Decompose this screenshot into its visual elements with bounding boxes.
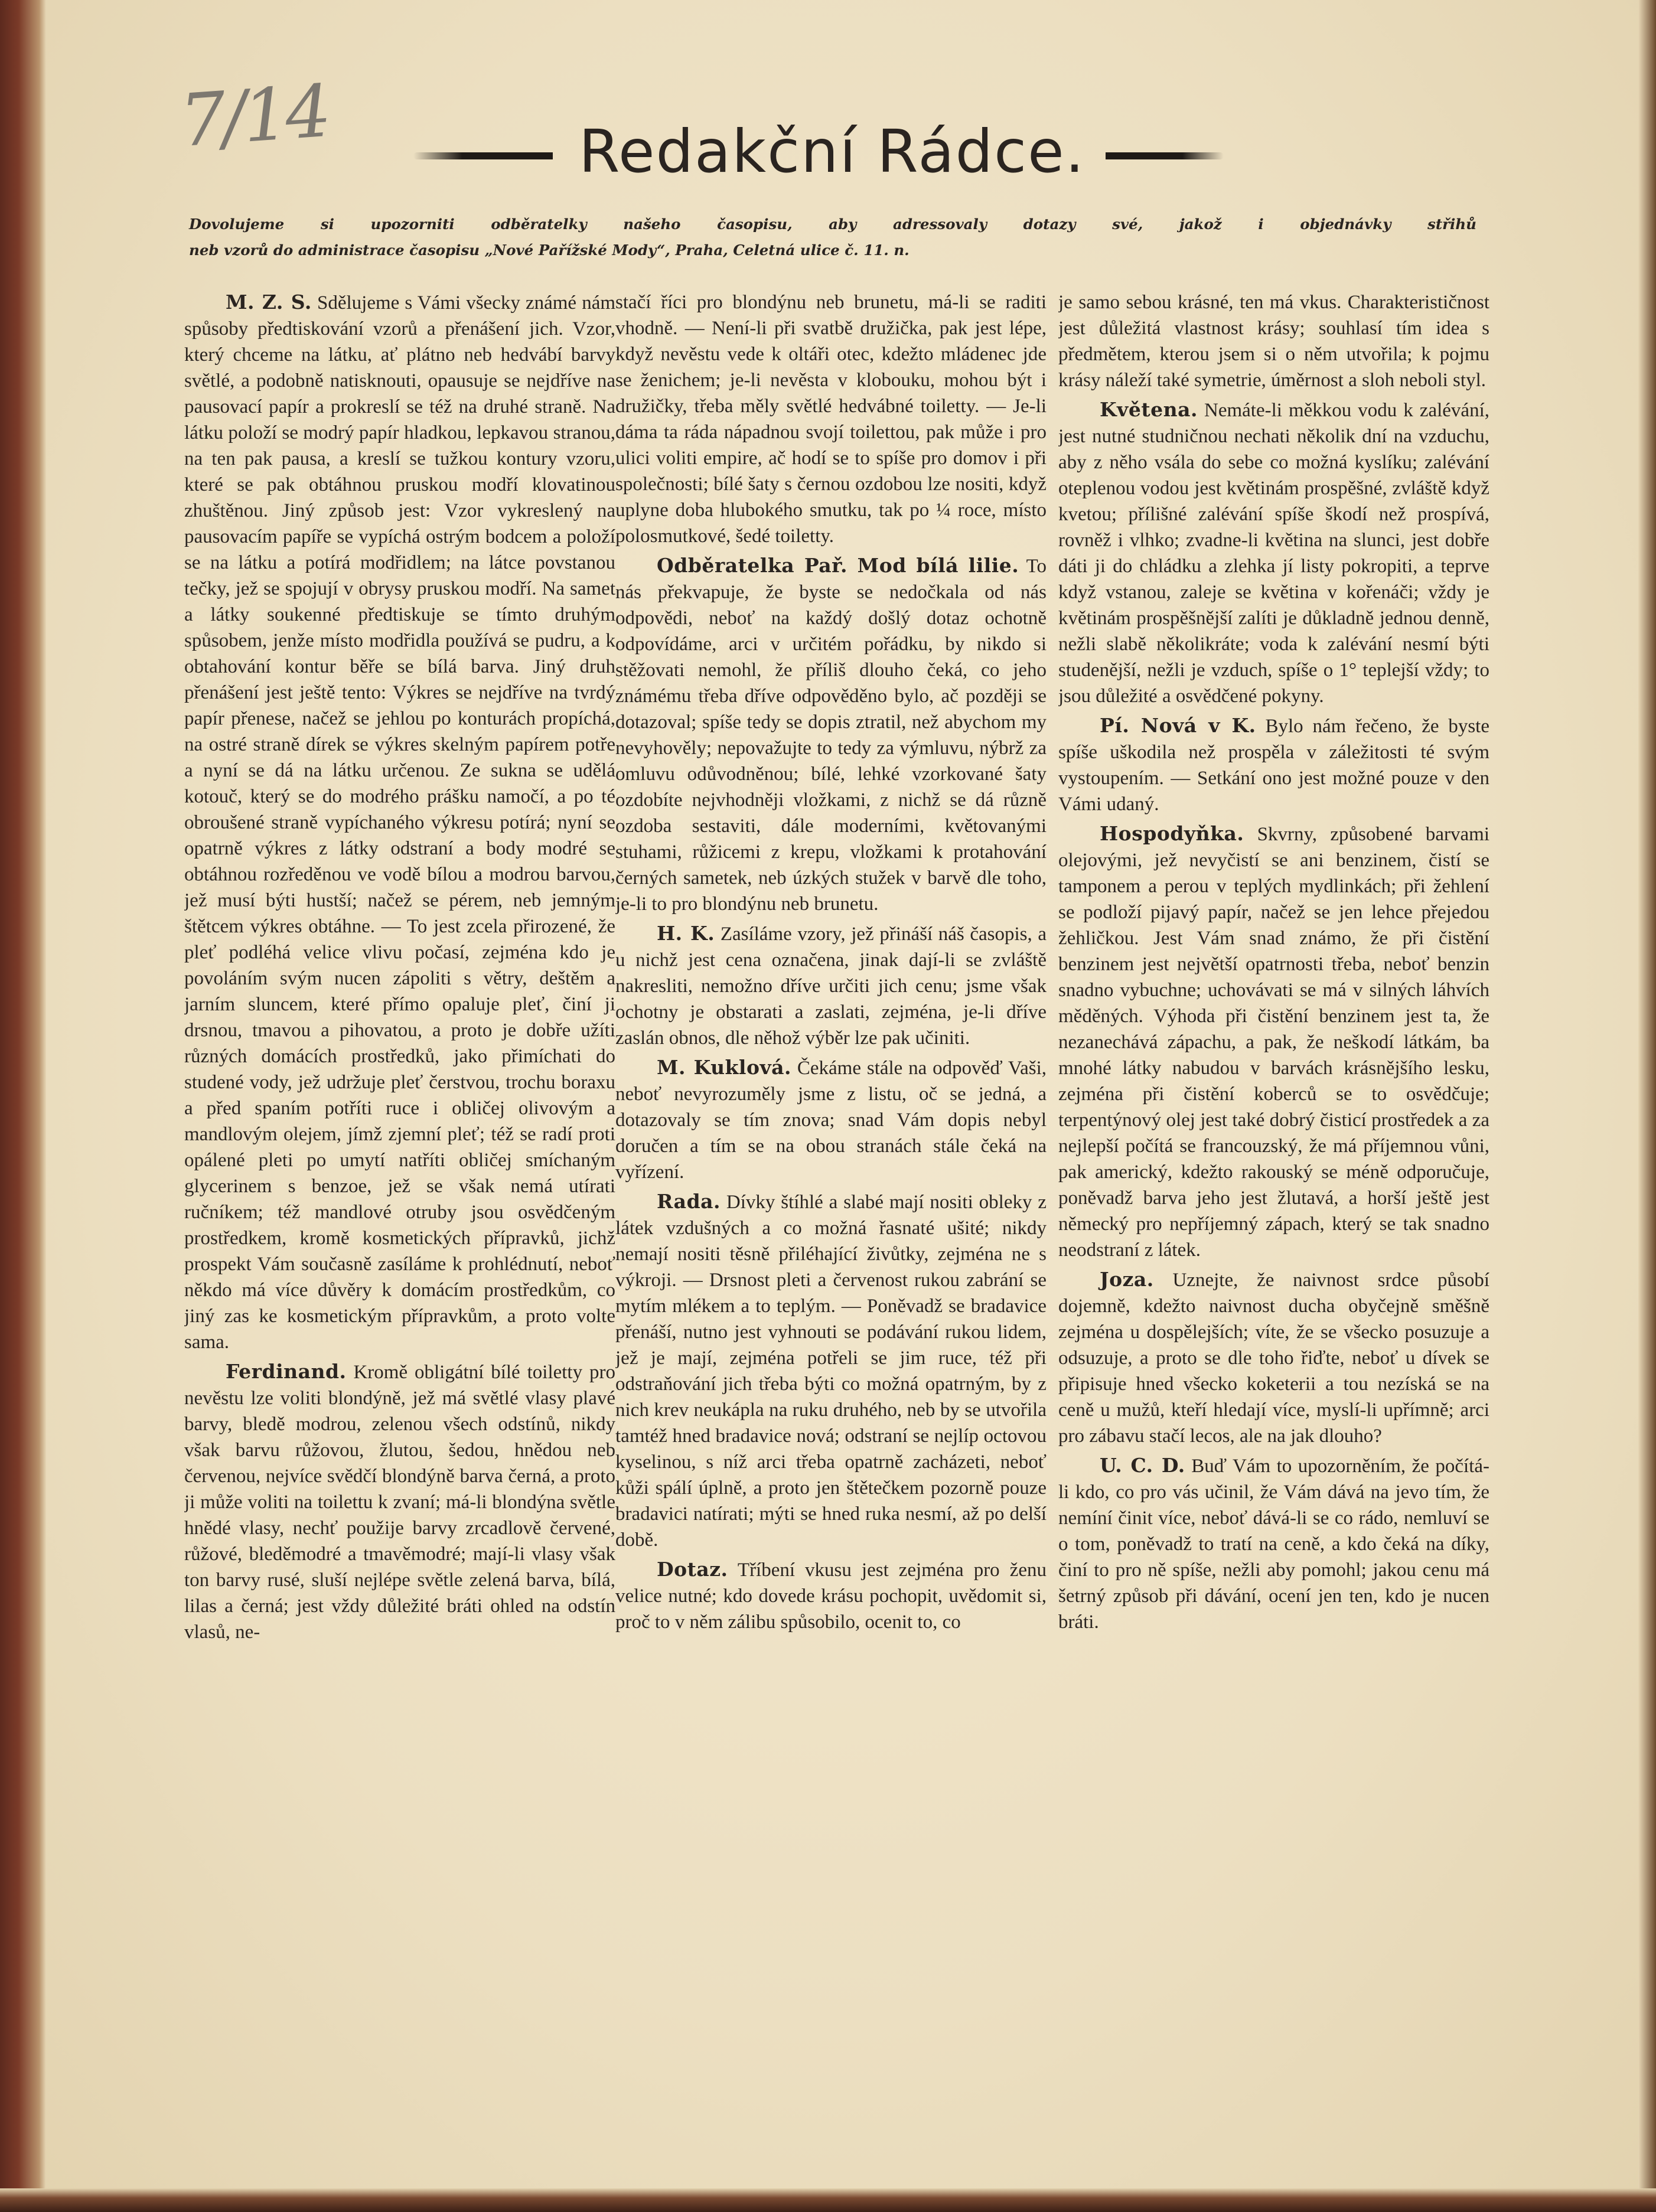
answer-paragraph xyxy=(615,1557,1047,1635)
answer-text: Dívky štíhlé a slabé mají nositi obleky z látek vzdušných a co možná řasnaté ušité; nikdy nemají nositi těsně přiléhající živůtky, zejména ne s výkroji. — Drsnost pleti a červenost rukou zabrání se mytím mlékem a to teplým. — Poněvadž se bradavice přenáší, nutno jest vyhnouti se podávání rukou lidem, jež je mají, zejména potřeli se jim ruce, též při odstraňování jich třeba býti co možná opatrným, by z nich krev neukápla na ruku druhého, neb by se utvořila tamtéž hned bradavice nová; odstraní se nejlíp octovou kyselinou, s níž arci třeba opatrně zacházeti, neboť kůži spálí úplně, a proto jen štětečkem pozorně pouze bradavici natírati; mýti se hned ruka nesmí, až po delší době. xyxy=(615,1192,1047,1551)
notice-line-2: neb vzorů do administrace časopisu „Nové Pařížské Mody“, Praha, Celetná ulice č. 11. n. xyxy=(189,242,910,259)
notice-line-1: Dovolujeme si upozorniti odběratelky našeho časopisu, aby adressovaly dotazy své, jakož i objednávky střihů xyxy=(189,216,1476,233)
addressee-name: Květena. xyxy=(1100,398,1198,421)
answer-text: Tříbení vkusu jest zejména pro ženu velice nutné; kdo dovede krásu pochopit, uvědomit si, proč to v něm zálibu spůsobilo, ocenit to, co xyxy=(615,1560,1047,1633)
addressee-name: Rada. xyxy=(657,1190,721,1213)
answer-text: Kromě obligátní bílé toiletty pro nevěstu lze voliti blondýně, jež má světlé vlasy plavé barvy, bledě modrou, zelenou všech odstínů, nikdy však barvu růžovou, žlutou, šedou, hnědou neb červenou, nejvíce svědčí blondýně barva černá, a proto ji může voliti na toilettu k zvaní; má-li blondýna světle hnědé vlasy, nechť použije barvy zrcadlově červené, růžové, bleděmodré a tmavěmodré; mají-li vlasy však ton barvy rusé, sluší nejlépe světle zelená barva, bílá, lilas a černá; jest vždy důležité bráti ohled na odstín vlasů, ne- xyxy=(184,1362,615,1643)
addressee-name: H. K. xyxy=(657,922,715,945)
answer-text: Zasíláme vzory, jež přináší náš časopis, a u nichž jest cena označena, jinak dají-li se zvláště nakresliti, nemožno dříve určiti jich cenu; jsme však ochotny je obstarati a zaslati, zejména, je-li dříve zaslán obnos, dle něhož výběr lze pak učiniti. xyxy=(615,924,1047,1049)
answer-text: Sdělujeme s Vámi všecky známé nám spůsoby předtiskování vzorů a přenášení jich. Vzor, který chceme na látku, ať plátno neb hedvábí barvy světlé, a podobně natisknouti, opausuje se nejdříve na pausovací papír a prokreslí se též na druhé straně. Na látku položí se modrý papír hladkou, lepkavou stranou, na ten pak pausa, a kreslí se tužkou kontury vzoru, které se pak obtáhnou pruskou modří klovatinou zhuštěnou. Jiný způsob jest: Vzor vykreslený na pausovacím papíře se vypíchá ostrým bodcem a položí se na látku a potírá modřidlem; na látce povstanou tečky, jež se spojují v obrysy pruskou modří. Na samet a látky soukenné předtiskuje se tímto druhým spůsobem, jenže místo modřidla používá se pudru, a k obtahování kontur běře se bílá barva. Jiný druh přenášení jest ještě tento: Výkres se nejdříve na tvrdý papír přenese, načež se jehlou po konturách propíchá, na ostré straně dírek se výkres skelným papírem potře a nyní se dá na látku určenou. Ze sukna se udělá kotouč, který se do modrého prášku namočí, a po té obroušené straně vypíchaného výkresu potírá; nyní se opatrně výkres z látky odstraní a body modré se obtáhnou rozředěnou ve vodě bílou a modrou barvou, jež musí býti hustší; načež se pérem, neb jemným štětcem výkres obtáhne. — To jest zcela přirozené, že pleť podléhá velice vlivu počasí, zejména kdo je povoláním svým nucen zápoliti s větry, deštěm a jarním sluncem, které přímo opaluje pleť, činí ji drsnou, tmavou a pihovatou, a proto je dobře užíti různých domácích prostředků, jako přimíchati do studené vody, jež udržuje pleť čerstvou, trochu boraxu a před spaním potříti ruce i obličej olivovým a mandlovým olejem, jímž zjemní pleť; též se radí proti opálené pleti po umytí natříti obličej smíchaným glycerinem s benzoe, jež se však nemá utírati ručníkem; též mandlové otruby jsou osvědčeným prostředkem, kromě kosmetických přípravků, jichž prospekt Vám současně zasíláme k prohlédnutí, neboť někdo má více důvěry k domácím prostředkům, co jiný zas ke kosmetickým přípravkům, a proto volte sama. xyxy=(184,292,615,1353)
answer-paragraph xyxy=(1058,289,1489,393)
addressee-name: U. C. D. xyxy=(1100,1454,1185,1477)
text-column-3 xyxy=(1058,289,1489,2132)
answer-paragraph xyxy=(1058,397,1489,709)
answer-paragraph xyxy=(184,1359,615,1645)
addressee-name: Pí. Nová v K. xyxy=(1100,714,1256,737)
addressee-name: M. Kuklová. xyxy=(657,1056,792,1079)
answer-paragraph xyxy=(1058,1453,1489,1635)
answer-paragraph xyxy=(615,1189,1047,1553)
answer-text: Nemáte-li měkkou vodu k zalévání, jest nutné studničnou nechati několik dní na vzduchu, aby z něho vsála do sebe co možná kyslíku; zalévání oteplenou vodou jest květinám prospěšné, zvláště když kvetou; přílišné zalévání spíše škodí než prospívá, rovněž i vlhko; zvadne-li květina na slunci, jest dobře dáti ji do chládku a zlehka jí listy pokropiti, a teprve když vstanou, zaleje se květina v kořenáči; vždy je květinám prospěšnější zalíti je důkladně jednou denně, nežli slabě několikráte; voda k zalévání nesmí býti studenější, nežli je vzduch, spíše o 1° teplejší vždy; to jsou důležité a osvědčené pokyny. xyxy=(1058,400,1489,707)
handwritten-note: 7/14 xyxy=(177,69,331,164)
text-column-2 xyxy=(615,289,1047,2132)
addressee-name: Odběratelka Pař. Mod bílá lilie. xyxy=(657,554,1019,577)
title-row xyxy=(413,113,1240,190)
answer-paragraph xyxy=(615,921,1047,1051)
answer-paragraph xyxy=(1058,713,1489,817)
addressee-name: Dotaz. xyxy=(657,1558,728,1581)
addressee-name: Hospodyňka. xyxy=(1100,822,1244,845)
answer-text: stačí říci pro blondýnu neb brunetu, má-li se raditi vhodně. — Není-li při svatbě družička, pak jest lépe, když nevěstu vede k oltáři otec, kdežto mládenec jde se ženichem; je-li nevěsta v klobouku, mohou být i družičky, třeba měly světlé hedvábné toiletty. — Je-li dáma ta ráda nápadnou svojí toilettou, pak může i pro ulici voliti empire, ač hodí se to spíše pro domov i při společnosti; bílé šaty s černou ozdobou lze nositi, když uplyne doba hlubokého smutku, tak po ¼ roce, místo polosmutkové, šedé toiletty. xyxy=(615,292,1047,547)
title-ornament-left xyxy=(413,152,553,159)
title-ornament-right xyxy=(1106,152,1224,159)
text-column-1 xyxy=(184,289,615,2132)
answer-paragraph xyxy=(1058,1267,1489,1449)
answer-text: Čekáme stále na odpověď Vaši, neboť nevyrozuměly jsme z listu, oč se jedná, a dotazovaly se tím znova; snad Vám dopis nebyl doručen a tím se na obou stranách stále čeká na vyřízení. xyxy=(615,1058,1047,1183)
answer-text: je samo sebou krásné, ten má vkus. Charakterističnost jest důležitá vlastnost krásy; souhlasí tím idea s předmětem, kterou jsem si o něm utvořila; k pojmu krásy náleží také symetrie, úměrnost a sloh neboli styl. xyxy=(1058,292,1489,391)
addressee-name: Joza. xyxy=(1100,1268,1154,1291)
subscriber-notice xyxy=(189,211,1476,263)
answer-text: Bylo nám řečeno, že byste spíše uškodila než prospěla v záležitosti té svým vystoupením. — Setkání ono jest možné pouze v den Vámi udaný. xyxy=(1058,716,1489,815)
page-edge-bottom xyxy=(0,2188,1656,2212)
answer-paragraph xyxy=(615,1055,1047,1185)
answer-text: Skvrny, způsobené barvami olejovými, jež nevyčistí se ani benzinem, čistí se tamponem a perou v teplých mydlinkách; při žehlení se podloží pijavý papír, načež se jen lehce přejedou žehličkou. Jest Vám snad známo, že při čistění benzinem jest největší opatrnosti třeba, neboť benzin snadno vybuchne; uchovávati se má v silných láhvích měděných. Výhoda při čistění benzinem jest ta, že nezanechává zápachu, a pak, že neškodí látkám, ba mnohé látky nabudou v barvách krásnějšího lesku, zejména při čistění koberců se to osvědčuje; terpentýnový olej jest také dobrý čisticí prostředek a za nejlepší počítá se francouzský, že má příjemnou vůni, pak americký, kdežto rakouský se méně odporučuje, poněvadž barva jeho jest žlutavá, a horší ještě jest německý pro nepříjemný zápach, který se tak snadno neodstraní z látek. xyxy=(1058,824,1489,1261)
answer-paragraph xyxy=(184,289,615,1355)
answer-text: To nás překvapuje, že byste se nedočkala od nás odpovědi, neboť na každý došlý dotaz ochotně odpovídáme, arci v určitém pořádku, by nikdo si stěžovati nemohl, že příliš dlouho čeká, co jeho známému třeba dříve odpověděno bylo, ač později se dotazoval; spíše tedy se dopis ztratil, než abychom my nevyhověly; nepovažujte to tedy za výmluvu, nýbrž za omluvu odůvodněnou; bílé, lehké vzorkované šaty ozdobíte nejvhodněji vložkami, z nichž se dá různě ozdoba sestaviti, dále moderními, květovanými stuhami, růžicemi z krepu, vložkami k protahování černých sametek, neb úzkých stužek v barvě dle toho, je-li to pro blondýnu neb brunetu. xyxy=(615,556,1047,915)
addressee-name: M. Z. S. xyxy=(226,291,312,314)
page-edge-right xyxy=(1638,0,1656,2212)
answer-paragraph xyxy=(615,289,1047,549)
answer-paragraph xyxy=(1058,821,1489,1263)
binding-edge xyxy=(0,0,46,2212)
answer-paragraph xyxy=(615,553,1047,917)
answer-text: Buď Vám to upozorněním, že počítá-li kdo, co pro vás učinil, že Vám dává na jevo tím, že nemíní činit více, neboť dává-li se co rádo, nemluví se o tom, poněvadž to tratí na ceně, a kdo čeká na díky, činí to pro ně spíše, nežli aby pomohl; jakou cenu má šetrný způsob při dávání, ocení jen ten, kdo je nucen bráti. xyxy=(1058,1456,1489,1633)
page-title: Redakční Rádce. xyxy=(579,117,1085,186)
answer-text: Uznejte, že naivnost srdce působí dojemně, kdežto naivnost ducha obyčejně směšně zejména u dospělejších; víte, že se všecko posuzuje a odsuzuje, a proto se dle toho řiďte, neboť u dívek se připisuje hned všecko koketerii a tou nezíská se na ceně u mužů, kteří hledají více, myslí-li upřímně; arci pro zábavu stačí lecos, ale na jak dlouho? xyxy=(1058,1270,1489,1447)
addressee-name: Ferdinand. xyxy=(226,1360,347,1383)
